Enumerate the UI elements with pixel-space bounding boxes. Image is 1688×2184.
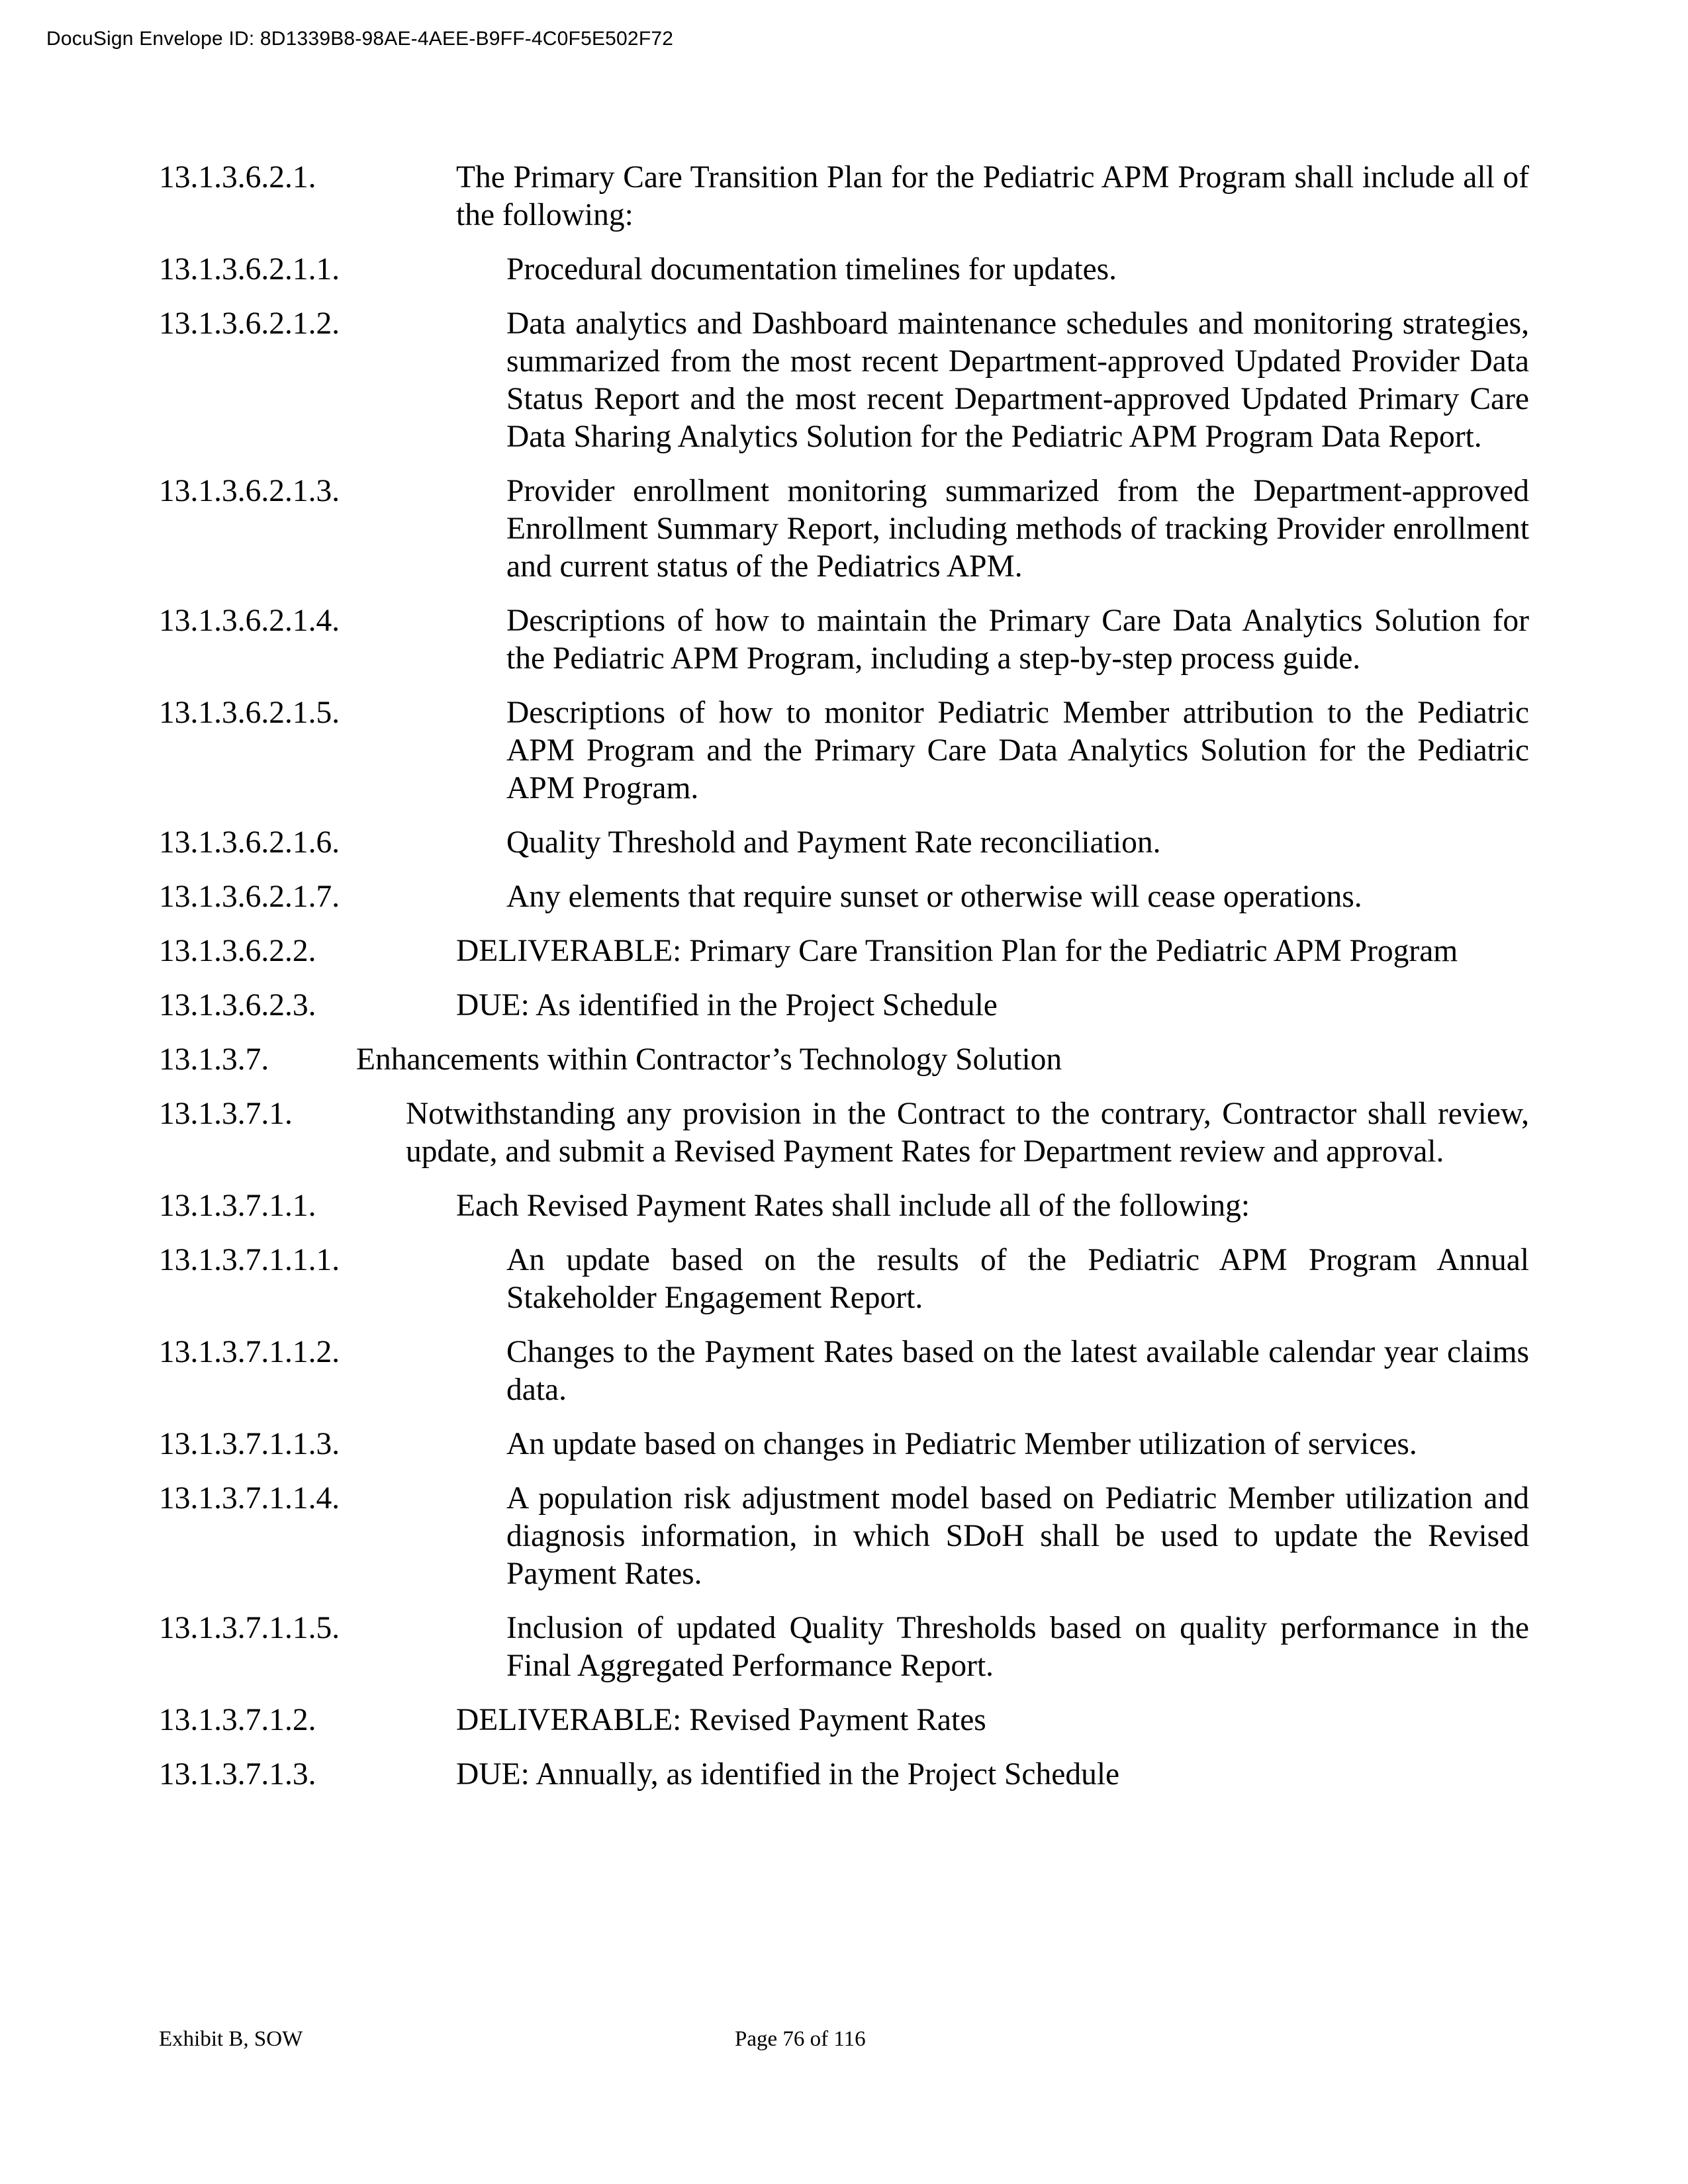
section-item bbox=[159, 878, 1529, 916]
footer-page-number: Page 76 of 116 bbox=[735, 2027, 866, 2051]
section-text: Each Revised Payment Rates shall include all of the following: bbox=[456, 1189, 1250, 1223]
section-text: DELIVERABLE: Revised Payment Rates bbox=[456, 1703, 986, 1737]
section-item bbox=[159, 694, 1529, 807]
section-number: 13.1.3.6.2.3. bbox=[159, 988, 316, 1023]
section-text: Notwithstanding any provision in the Contract to the contrary, Contractor shall review, update, and submit a Revised Payment Rates for Department review and approval. bbox=[406, 1097, 1529, 1169]
section-item bbox=[159, 1610, 1529, 1685]
section-number: 13.1.3.6.2.1.6. bbox=[159, 825, 340, 860]
section-number: 13.1.3.7.1.1.3. bbox=[159, 1427, 340, 1461]
section-text: Any elements that require sunset or otherwise will cease operations. bbox=[506, 880, 1362, 914]
section-number: 13.1.3.7.1.1.5. bbox=[159, 1611, 340, 1645]
section-item bbox=[159, 473, 1529, 586]
section-number: 13.1.3.7. bbox=[159, 1042, 269, 1077]
section-item bbox=[159, 1756, 1529, 1794]
section-text: Quality Threshold and Payment Rate reconciliation. bbox=[506, 825, 1161, 860]
docusign-envelope-id: DocuSign Envelope ID: 8D1339B8-98AE-4AEE-B9FF-4C0F5E502F72 bbox=[46, 28, 674, 50]
section-text: Data analytics and Dashboard maintenance schedules and monitoring strategies, summarized from the most recent Department-approved Updated Provider Data Status Report and the most recent Department-approved Updated Primary Care Data Sharing Analytics Solution for the Pediatric APM Program Data Report. bbox=[506, 306, 1529, 454]
section-item bbox=[159, 1041, 1529, 1079]
section-text: Procedural documentation timelines for updates. bbox=[506, 252, 1117, 287]
section-number: 13.1.3.6.2.1.1. bbox=[159, 252, 340, 287]
section-item bbox=[159, 159, 1529, 234]
section-number: 13.1.3.6.2.1. bbox=[159, 160, 316, 195]
footer-exhibit-label: Exhibit B, SOW bbox=[159, 2027, 303, 2051]
section-number: 13.1.3.6.2.1.7. bbox=[159, 880, 340, 914]
section-text: Enhancements within Contractor’s Technology Solution bbox=[356, 1042, 1062, 1077]
section-item bbox=[159, 1480, 1529, 1593]
section-number: 13.1.3.7.1.1.1. bbox=[159, 1243, 340, 1277]
section-item bbox=[159, 987, 1529, 1024]
section-text: DUE: As identified in the Project Schedule bbox=[456, 988, 998, 1023]
section-item bbox=[159, 933, 1529, 970]
section-text: Descriptions of how to maintain the Primary Care Data Analytics Solution for the Pediatric APM Program, including a step-by-step process guide. bbox=[506, 604, 1529, 676]
section-number: 13.1.3.6.2.1.4. bbox=[159, 604, 340, 638]
section-item bbox=[159, 602, 1529, 678]
section-item bbox=[159, 824, 1529, 862]
section-text: An update based on changes in Pediatric Member utilization of services. bbox=[506, 1427, 1417, 1461]
section-item bbox=[159, 1702, 1529, 1739]
section-number: 13.1.3.7.1. bbox=[159, 1097, 293, 1131]
section-number: 13.1.3.7.1.1.4. bbox=[159, 1481, 340, 1516]
section-text: DELIVERABLE: Primary Care Transition Plan for the Pediatric APM Program bbox=[456, 934, 1458, 968]
section-number: 13.1.3.6.2.1.3. bbox=[159, 474, 340, 508]
section-number: 13.1.3.6.2.1.5. bbox=[159, 696, 340, 730]
section-text: Inclusion of updated Quality Thresholds based on quality performance in the Final Aggregated Performance Report. bbox=[506, 1611, 1529, 1683]
section-text: DUE: Annually, as identified in the Project Schedule bbox=[456, 1757, 1120, 1792]
section-text: Changes to the Payment Rates based on the latest available calendar year claims data. bbox=[506, 1335, 1529, 1407]
section-text: An update based on the results of the Pediatric APM Program Annual Stakeholder Engagement Report. bbox=[506, 1243, 1529, 1315]
section-item bbox=[159, 1426, 1529, 1463]
section-text: A population risk adjustment model based on Pediatric Member utilization and diagnosis information, in which SDoH shall be used to update the Revised Payment Rates. bbox=[506, 1481, 1529, 1591]
section-item bbox=[159, 1187, 1529, 1225]
section-number: 13.1.3.6.2.1.2. bbox=[159, 306, 340, 341]
section-text: Descriptions of how to monitor Pediatric Member attribution to the Pediatric APM Program and the Primary Care Data Analytics Solution for the Pediatric APM Program. bbox=[506, 696, 1529, 805]
section-text: Provider enrollment monitoring summarized from the Department-approved Enrollment Summary Report, including methods of tracking Provider enrollment and current status of the Pediatrics APM. bbox=[506, 474, 1529, 584]
section-item bbox=[159, 1334, 1529, 1409]
section-number: 13.1.3.6.2.2. bbox=[159, 934, 316, 968]
section-number: 13.1.3.7.1.1. bbox=[159, 1189, 316, 1223]
section-text: The Primary Care Transition Plan for the Pediatric APM Program shall include all of the following: bbox=[456, 160, 1529, 232]
document-body bbox=[159, 159, 1529, 1810]
section-item bbox=[159, 1095, 1529, 1171]
section-item bbox=[159, 305, 1529, 456]
section-item bbox=[159, 251, 1529, 289]
section-number: 13.1.3.7.1.2. bbox=[159, 1703, 316, 1737]
section-item bbox=[159, 1242, 1529, 1317]
section-number: 13.1.3.7.1.3. bbox=[159, 1757, 316, 1792]
section-number: 13.1.3.7.1.1.2. bbox=[159, 1335, 340, 1369]
